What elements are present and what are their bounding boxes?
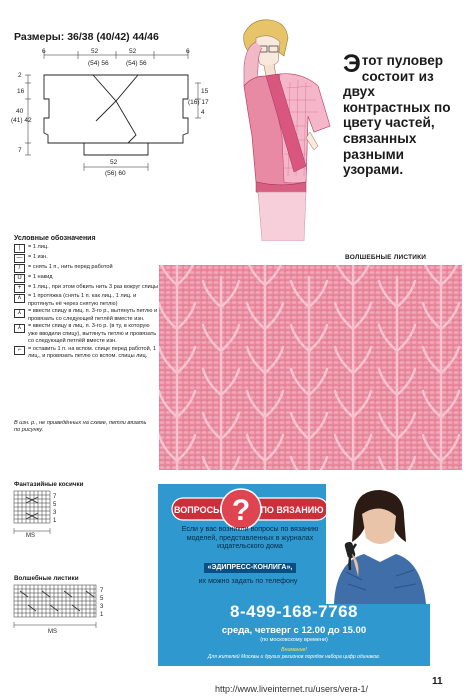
sizes-title: Размеры: 36/38 (40/42) 44/46	[14, 31, 159, 43]
legend-symbol: ⅄	[14, 309, 25, 318]
pattern-schema	[8, 43, 213, 213]
legend-note: В изн. р., не приведённых на схеме, петли вязать по рисунку.	[14, 420, 147, 433]
legend-title: Условные обозначения	[14, 235, 96, 242]
legend	[14, 244, 159, 361]
dim-left-3: 40	[16, 108, 24, 115]
dim-left-1: 2	[18, 72, 22, 79]
legend-item	[14, 308, 159, 322]
dim-right-3: 4	[201, 109, 205, 116]
chart2-row-label: 1	[100, 612, 104, 618]
ad-intro-text: Если у вас возникли вопросы по вязанию моделей, представленных в журналах издательского дома	[181, 525, 319, 551]
ad-publisher: «ЭДИПРЕСС-КОНЛИГА»,	[204, 563, 296, 573]
legend-label: = оставить 1 п. на вспом. спице перед работой, 1 лиц., и провязать петлю со вспом. спицы лиц.	[28, 345, 157, 359]
dim-top-5: (54) 56	[88, 60, 109, 67]
chart2-row-label: 3	[100, 604, 104, 610]
legend-item	[14, 323, 159, 345]
fashion-illustration	[222, 16, 340, 241]
ad-timezone: (по московскому времени)	[260, 637, 328, 643]
legend-item	[14, 293, 159, 307]
ad-attention: Внимание!	[281, 647, 307, 653]
legend-label: = 1 лиц., при этом обвить нить 3 раз вокруг спицы	[28, 283, 159, 290]
headline	[343, 50, 461, 178]
legend-label: = 1 лиц.	[28, 244, 49, 250]
ad-footnote: Для жителей Москвы и других регионов порядок набора цифр одинаков.	[207, 654, 381, 660]
legend-item	[14, 346, 159, 360]
chart1-row-label: 7	[53, 494, 57, 500]
dim-bottom-2: (56) 60	[105, 170, 126, 177]
dim-right-1: 15	[201, 88, 209, 95]
legend-item	[14, 264, 159, 273]
legend-symbol: +	[14, 284, 25, 293]
chart2-grid	[12, 583, 124, 645]
legend-label: = снять 1 п., нить перед работой	[28, 263, 113, 270]
dim-top-2: 52	[91, 48, 99, 55]
chart1-grid	[12, 489, 72, 555]
ad-hours: среда, четверг с 12.00 до 15.00	[221, 625, 367, 636]
legend-label: = ввести спицу в лиц. п. 3-го р., вытянуть петлю и провязать со следующей петлёй вместе изн.	[28, 308, 158, 322]
legend-label: = ввести спицу в лиц. п. 3-го р. (в ту, в которую уже вводили спицу), вытянуть петлю и провязать со следующей петлёй вместе изн.	[28, 323, 157, 344]
page-number: 11	[432, 676, 443, 687]
dim-top-6: (54) 56	[126, 60, 147, 67]
legend-item	[14, 284, 159, 293]
dim-left-4: (41) 42	[11, 117, 32, 124]
legend-symbol: |	[14, 244, 25, 253]
ad-badge	[168, 488, 338, 530]
dim-left-2: 16	[17, 88, 25, 95]
ad-phone: 8-499-168-7768	[230, 602, 358, 621]
headline-text: тот пуловер состоит из двух контрастных по цвету частей, связанных разными узорами.	[343, 53, 451, 178]
chart2-row-label: 7	[100, 588, 104, 594]
source-url[interactable]: http://www.liveinternet.ru/users/vera-1/	[215, 684, 369, 694]
legend-item	[14, 274, 159, 283]
legend-symbol: ⅄	[14, 324, 25, 333]
dim-top-3: 6	[186, 48, 190, 55]
legend-symbol: /	[14, 264, 25, 273]
ad-badge-left: ВОПРОСЫ	[174, 505, 222, 515]
chart1-title: Фантазийные косички	[14, 481, 84, 488]
legend-label: = 1 изн.	[28, 253, 48, 260]
legend-item	[14, 244, 159, 253]
dim-right-2: (16) 17	[188, 99, 209, 106]
dim-top-4: 52	[129, 48, 137, 55]
legend-symbol: U	[14, 274, 25, 283]
chart2-row-label: 5	[100, 596, 104, 602]
headline-dropcap: Э	[343, 50, 361, 78]
consultant-photo	[326, 484, 430, 604]
dim-bottom-1: 52	[110, 159, 118, 166]
swatch-caption: ВОЛШЕБНЫЕ ЛИСТИКИ	[345, 254, 427, 261]
question-mark-icon: ?	[231, 494, 251, 527]
chart1-row-label: 1	[53, 518, 57, 524]
legend-symbol: ⌐	[14, 346, 25, 355]
advertisement	[158, 484, 430, 666]
ad-badge-right: ПО ВЯЗАНИЮ	[260, 505, 324, 515]
chart1-row-label: 5	[53, 502, 57, 508]
dim-top-1: 6	[42, 48, 46, 55]
legend-symbol: —	[14, 254, 25, 263]
chart1-ms-label: MS	[26, 533, 35, 539]
chart1-row-label: 3	[53, 510, 57, 516]
legend-label: = 1 протяжка (снять 1 п. как лиц., 1 лиц. и протянуть её через снятую петлю)	[28, 293, 137, 307]
chart2-title: Волшебные листики	[14, 575, 79, 582]
legend-item	[14, 254, 159, 263]
dim-left-5: 7	[18, 147, 22, 154]
legend-symbol: ∧	[14, 294, 25, 303]
legend-label: = 1 накид	[28, 273, 53, 280]
knit-swatch-photo	[159, 265, 462, 470]
chart2-ms-label: MS	[48, 629, 57, 635]
ad-ask-text: их можно задать по телефону	[198, 577, 298, 585]
